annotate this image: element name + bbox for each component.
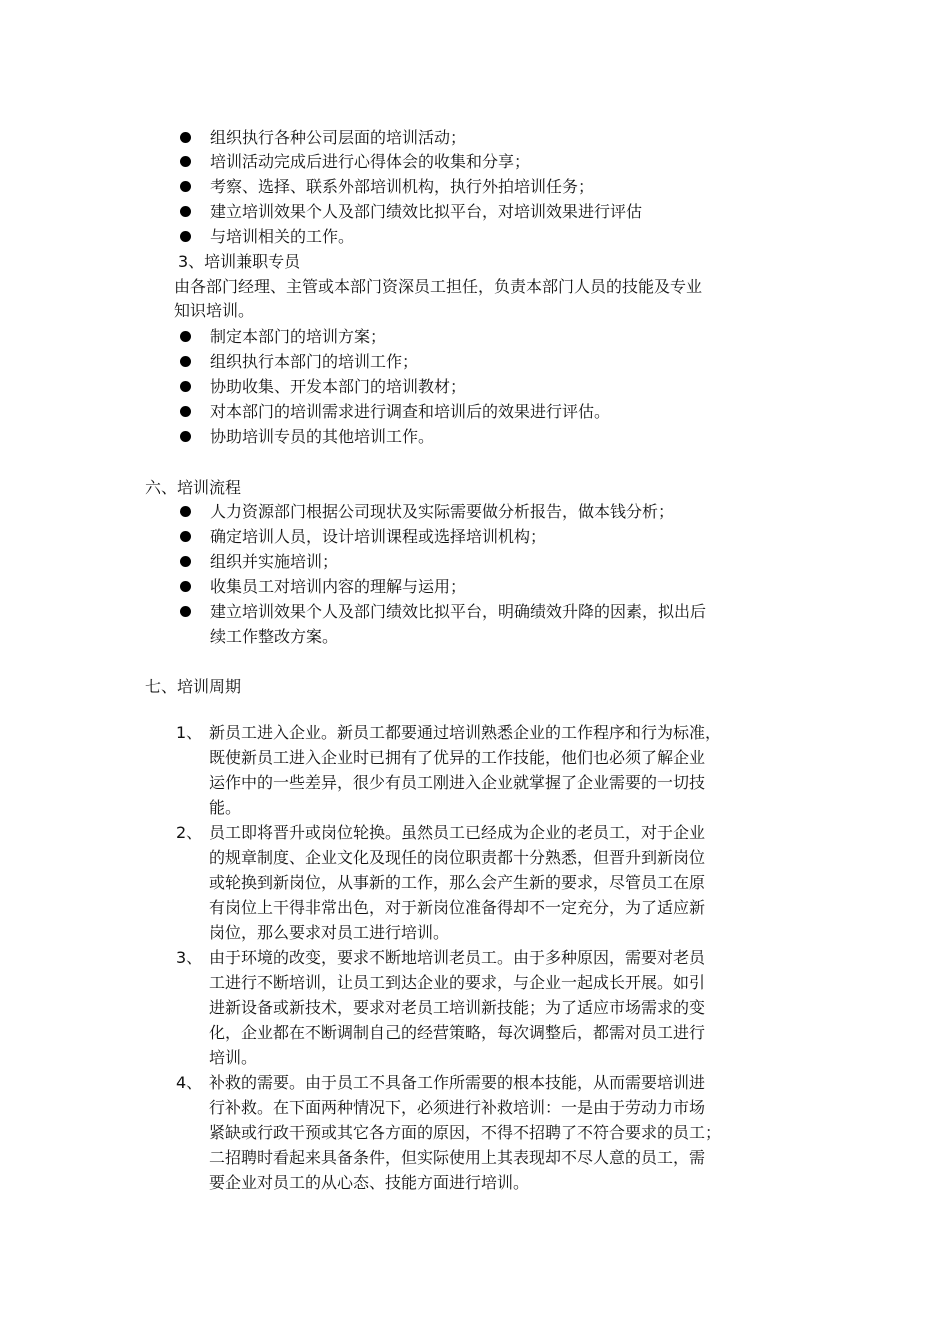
item-line: 有岗位上干得非常出色，对于新岗位准备得却不一定充分，为了适应新 [209,898,706,917]
item-line: 行补救。在下面两种情况下，必须进行补救培训：一是由于劳动力市场 [209,1098,706,1117]
list-item: 确定培训人员，设计培训课程或选择培训机构； [210,527,547,546]
list-item: 组织执行各种公司层面的培训活动； [210,128,467,147]
list-item: 组织执行本部门的培训工作； [210,352,419,371]
item-line: 培训。 [209,1048,258,1067]
item-line: 既使新员工进入企业时已拥有了优异的工作技能，他们也必须了解企业 [209,748,706,767]
item-number: 1、 [176,723,203,742]
list-item: 对本部门的培训需求进行调查和培训后的效果进行评估。 [210,402,611,421]
bullet-icon [180,431,191,442]
list-item: 协助收集、开发本部门的培训教材； [210,377,467,396]
bullet-icon [180,606,191,617]
bullet-icon [180,132,191,143]
bullet-icon [180,506,191,517]
bullet-icon [180,581,191,592]
item-line: 要企业对员工的从心态、技能方面进行培训。 [209,1173,530,1192]
bullet-icon [180,406,191,417]
section-heading: 六、培训流程 [145,478,242,497]
item-line: 工进行不断培训，让员工到达企业的要求，与企业一起成长开展。如引 [209,973,706,992]
section-heading: 七、培训周期 [145,677,242,696]
list-item: 培训活动完成后进行心得体会的收集和分享； [210,152,531,171]
list-item: 与培训相关的工作。 [210,227,355,246]
item-line: 进新设备或新技术，要求对老员工培训新技能；为了适应市场需求的变 [209,998,706,1017]
bullet-icon [180,156,191,167]
bullet-icon [180,356,191,367]
list-item: 制定本部门的培训方案； [210,327,387,346]
list-item: 收集员工对培训内容的理解与运用； [210,577,467,596]
bullet-icon [180,231,191,242]
item-line: 的规章制度、企业文化及现任的岗位职责都十分熟悉，但晋升到新岗位 [209,848,706,867]
list-item: 建立培训效果个人及部门绩效比拟平台，对培训效果进行评估 [210,202,643,221]
list-item: 建立培训效果个人及部门绩效比拟平台，明确绩效升降的因素，拟出后 [210,602,707,621]
bullet-icon [180,531,191,542]
list-item: 人力资源部门根据公司现状及实际需要做分析报告，做本钱分析； [210,502,675,521]
item-line: 运作中的一些差异，很少有员工刚进入企业就掌握了企业需要的一切技 [209,773,706,792]
item-line: 紧缺或行政干预或其它各方面的原因，不得不招聘了不符合要求的员工； [209,1123,722,1142]
item-line: 员工即将晋升或岗位轮换。虽然员工已经成为企业的老员工，对于企业 [209,823,706,842]
paragraph-line: 知识培训。 [174,301,255,320]
list-item-continuation: 续工作整改方案。 [210,627,339,646]
item-number: 3、 [176,948,203,967]
paragraph-line: 由各部门经理、主管或本部门资深员工担任，负责本部门人员的技能及专业 [174,277,703,296]
bullet-icon [180,206,191,217]
list-item: 组织并实施培训； [210,552,339,571]
item-number: 2、 [176,823,203,842]
sub-heading: 3、培训兼职专员 [178,252,301,271]
item-line: 岗位，那么要求对员工进行培训。 [209,923,450,942]
item-line: 新员工进入企业。新员工都要通过培训熟悉企业的工作程序和行为标准， [209,723,722,742]
bullet-icon [180,556,191,567]
item-line: 由于环境的改变，要求不断地培训老员工。由于多种原因，需要对老员 [209,948,706,967]
item-line: 化，企业都在不断调制自己的经营策略，每次调整后，都需对员工进行 [209,1023,706,1042]
item-line: 或轮换到新岗位，从事新的工作，那么会产生新的要求，尽管员工在原 [209,873,706,892]
item-number: 4、 [176,1073,203,1092]
item-line: 补救的需要。由于员工不具备工作所需要的根本技能，从而需要培训进 [209,1073,706,1092]
item-line: 能。 [209,798,242,817]
bullet-icon [180,331,191,342]
bullet-icon [180,381,191,392]
list-item: 协助培训专员的其他培训工作。 [210,427,435,446]
list-item: 考察、选择、联系外部培训机构，执行外拍培训任务； [210,177,595,196]
item-line: 二招聘时看起来具备条件，但实际使用上其表现却不尽人意的员工，需 [209,1148,706,1167]
bullet-icon [180,181,191,192]
